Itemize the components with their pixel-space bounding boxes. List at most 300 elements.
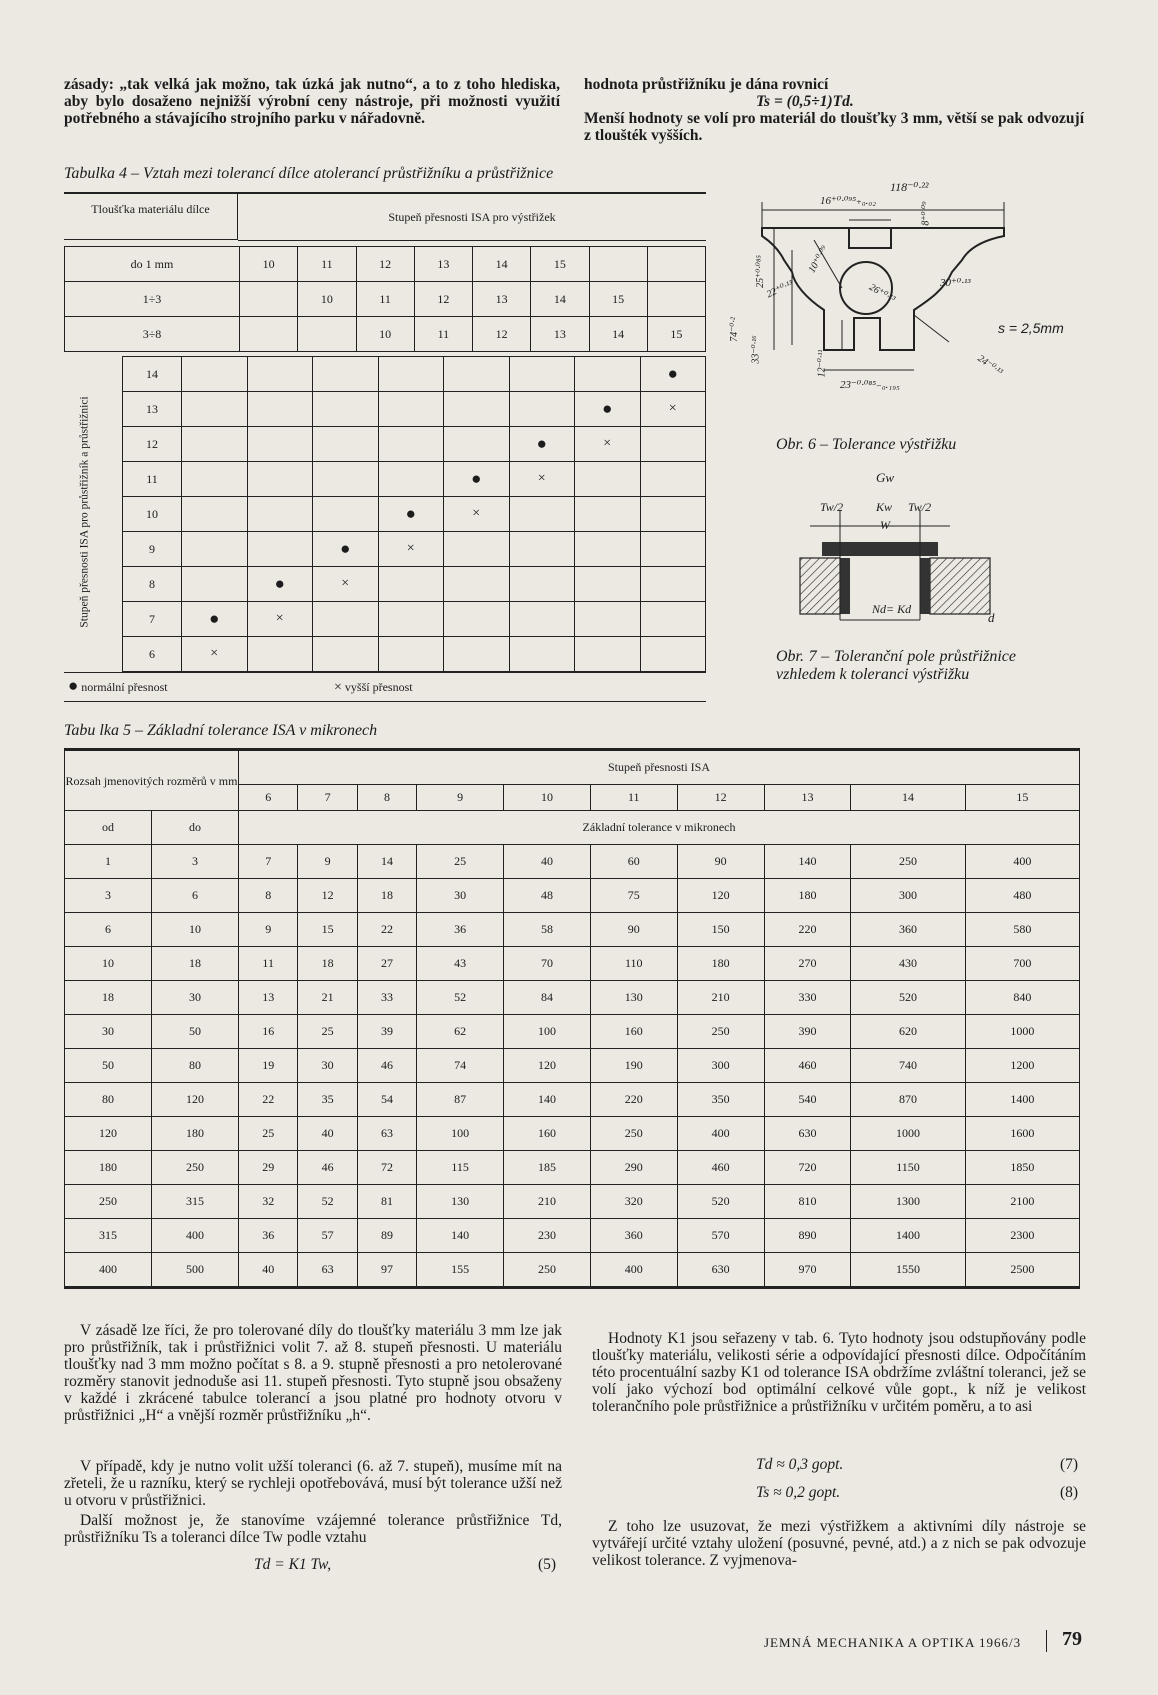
- table-cell: 10: [152, 913, 239, 947]
- cell: [647, 282, 705, 317]
- table-cell: 15: [298, 913, 357, 947]
- table-cell: 120: [152, 1083, 239, 1117]
- matrix-cell: [575, 427, 641, 462]
- table-row: [65, 1219, 1080, 1253]
- matrix-cell: [182, 462, 248, 497]
- matrix-cell: [575, 392, 641, 427]
- table-cell: 320: [590, 1185, 677, 1219]
- table-cell: 80: [152, 1049, 239, 1083]
- table-cell: 100: [504, 1015, 591, 1049]
- fig6-dim-24: 24⁻⁰·¹³: [975, 353, 1005, 378]
- table4-grade-row: [123, 357, 706, 392]
- table-cell: 62: [417, 1015, 504, 1049]
- fig7-label-w: W: [880, 518, 890, 532]
- matrix-cell: [509, 462, 575, 497]
- matrix-cell: [444, 357, 510, 392]
- table-cell: 300: [851, 879, 965, 913]
- table5-head-from: od: [65, 811, 152, 845]
- normal-precision-dot-icon: ●: [209, 609, 220, 628]
- table-cell: 970: [764, 1253, 851, 1287]
- table-cell: 1: [65, 845, 152, 879]
- table-cell: 630: [764, 1117, 851, 1151]
- cell: 11: [414, 317, 472, 352]
- table-cell: 50: [152, 1015, 239, 1049]
- table-cell: 810: [764, 1185, 851, 1219]
- table-cell: 7: [239, 845, 298, 879]
- table5-grade-header: 11: [590, 785, 677, 811]
- table-cell: 220: [590, 1083, 677, 1117]
- table-cell: 540: [764, 1083, 851, 1117]
- matrix-cell: [509, 602, 575, 637]
- table5-caption: Tabu lka 5 – Základní tolerance ISA v mikronech: [64, 722, 378, 739]
- fig7-caption: Obr. 7 – Toleranční pole průstřižnice vzhledem k toleranci výstřižku: [776, 648, 1016, 683]
- table-row: [65, 879, 1080, 913]
- table-row: [65, 947, 1080, 981]
- table-cell: 3: [65, 879, 152, 913]
- table-cell: 220: [764, 913, 851, 947]
- table-cell: 740: [851, 1049, 965, 1083]
- table-cell: 1850: [965, 1151, 1079, 1185]
- table-cell: 630: [677, 1253, 764, 1287]
- grade-label: 14: [123, 357, 182, 392]
- table-cell: 400: [965, 845, 1079, 879]
- normal-precision-dot-icon: ●: [274, 574, 285, 593]
- grade-label: 10: [123, 497, 182, 532]
- legend-normal: normální přesnost: [81, 680, 168, 694]
- table-cell: 250: [851, 845, 965, 879]
- table-cell: 30: [152, 981, 239, 1015]
- table-cell: 390: [764, 1015, 851, 1049]
- cell: [240, 317, 298, 352]
- higher-precision-x-icon: ×: [603, 436, 612, 451]
- table-cell: 210: [504, 1185, 591, 1219]
- matrix-cell: [247, 392, 313, 427]
- intro-right-line2: Menší hodnoty se volí pro materiál do tloušťky 3 mm, větší se pak odvozují z tloušték vyšších.: [584, 110, 1084, 144]
- fig6-dim-12: 12⁻⁰·¹¹: [816, 349, 828, 378]
- matrix-cell: [444, 462, 510, 497]
- table-cell: 570: [677, 1219, 764, 1253]
- normal-precision-dot-icon: ●: [536, 434, 547, 453]
- matrix-cell: [509, 357, 575, 392]
- matrix-cell: [378, 427, 444, 462]
- table-cell: 63: [298, 1253, 357, 1287]
- table5-grade-header: 9: [417, 785, 504, 811]
- table5-grid: [64, 750, 1080, 1287]
- cell: 12: [414, 282, 472, 317]
- table-cell: 72: [357, 1151, 416, 1185]
- cell: 13: [531, 317, 589, 352]
- matrix-cell: [182, 392, 248, 427]
- matrix-cell: [378, 462, 444, 497]
- matrix-cell: [313, 567, 379, 602]
- grade-label: 6: [123, 637, 182, 672]
- fig7-drawing: [780, 470, 1020, 630]
- table-cell: 63: [357, 1117, 416, 1151]
- fig6-part-outline: [754, 180, 1084, 420]
- matrix-cell: [182, 637, 248, 672]
- higher-precision-x-icon: ×: [668, 401, 677, 416]
- table4-side-label: Stupeň přesnosti ISA pro průstřižník a průstřižnici: [79, 396, 91, 628]
- cell: [298, 317, 356, 352]
- matrix-cell: [247, 357, 313, 392]
- table-cell: 250: [65, 1185, 152, 1219]
- table-cell: 130: [590, 981, 677, 1015]
- body-left-p1: V zásadě lze říci, že pro tolerované díly do tloušťky materiálu 3 mm lze jak pro průstřižník, tak i průstřižnici volit 7. až 8. stupeň přesnosti. U materiálu tloušťky nad 3 mm možno počítat s 8. a 9. stupně přesnosti a pro netolerované rozměry stanovit jednoduše asi 11. stupeň přesnosti. Tyto stupně jsou obsaženy v každé i zkrácené tabulce tolerancí a jsou platné pro hodnoty otvoru v průstřižnici „H“ a vnější rozměr průstřižníku „h“.: [64, 1322, 562, 1424]
- fig6-dim-118: 118⁻⁰·²²: [890, 180, 929, 194]
- matrix-cell: [378, 637, 444, 672]
- cell: 11: [298, 247, 356, 282]
- table-cell: 40: [504, 845, 591, 879]
- table5-head-values: Základní tolerance v mikronech: [239, 811, 1080, 845]
- table-cell: 1300: [851, 1185, 965, 1219]
- table-cell: 75: [590, 879, 677, 913]
- table5-head-range: Rozsah jmenovitých rozměrů v mm: [65, 751, 239, 811]
- cell: [589, 247, 647, 282]
- table-cell: 300: [677, 1049, 764, 1083]
- table-cell: 400: [65, 1253, 152, 1287]
- table-cell: 11: [239, 947, 298, 981]
- table-cell: 90: [677, 845, 764, 879]
- matrix-cell: [640, 392, 706, 427]
- table-cell: 1000: [851, 1117, 965, 1151]
- table-row: [65, 1151, 1080, 1185]
- higher-precision-x-icon: ×: [537, 471, 546, 486]
- fig6-dim-74: 74⁻⁰·²: [728, 317, 740, 342]
- row-label: do 1 mm: [65, 247, 240, 282]
- table-cell: 460: [677, 1151, 764, 1185]
- cell: 15: [589, 282, 647, 317]
- higher-precision-x-icon: ×: [341, 576, 350, 591]
- fig6-dim-22: 22⁺⁰·¹³: [764, 278, 795, 301]
- table-row: [65, 981, 1080, 1015]
- legend-dot-icon: ●: [68, 676, 79, 695]
- matrix-cell: [575, 637, 641, 672]
- table-cell: 52: [298, 1185, 357, 1219]
- matrix-cell: [640, 427, 706, 462]
- table-cell: 230: [504, 1219, 591, 1253]
- cell: 14: [473, 247, 531, 282]
- table-cell: 48: [504, 879, 591, 913]
- grade-label: 11: [123, 462, 182, 497]
- legend-higher: vyšší přesnost: [344, 680, 413, 694]
- table4-grade-row: [123, 497, 706, 532]
- equation-7: Td ≈ 0,3 gopt.: [756, 1456, 844, 1473]
- table-cell: 110: [590, 947, 677, 981]
- table-cell: 18: [357, 879, 416, 913]
- table-cell: 25: [417, 845, 504, 879]
- table-cell: 1000: [965, 1015, 1079, 1049]
- table-row: [65, 1049, 1080, 1083]
- matrix-cell: [182, 357, 248, 392]
- higher-precision-x-icon: ×: [210, 646, 219, 661]
- table-cell: 1550: [851, 1253, 965, 1287]
- table4-grade-row: [123, 427, 706, 462]
- matrix-cell: [575, 462, 641, 497]
- equation-5: Td = K1 Tw,: [254, 1556, 332, 1573]
- table-cell: 21: [298, 981, 357, 1015]
- page-number: 79: [1062, 1628, 1082, 1650]
- table4-grade-row: [123, 602, 706, 637]
- table-cell: 180: [677, 947, 764, 981]
- table5-grade-header: 14: [851, 785, 965, 811]
- table-cell: 30: [65, 1015, 152, 1049]
- table-cell: 36: [417, 913, 504, 947]
- table-cell: 480: [965, 879, 1079, 913]
- higher-precision-x-icon: ×: [275, 611, 284, 626]
- fig7-label-kw: Kw: [876, 500, 893, 514]
- table-cell: 25: [298, 1015, 357, 1049]
- fig7-label-nd: Nd= Kd: [872, 602, 912, 616]
- table-row: [65, 1117, 1080, 1151]
- table-cell: 400: [590, 1253, 677, 1287]
- equation-8-number: (8): [1060, 1484, 1079, 1501]
- table-cell: 1600: [965, 1117, 1079, 1151]
- grade-label: 7: [123, 602, 182, 637]
- table-row: [65, 1015, 1080, 1049]
- equation-7-number: (7): [1060, 1456, 1079, 1473]
- body-left-p2: V případě, kdy je nutno volit užší toleranci (6. až 7. stupeň), musíme mít na zřeteli, že u razníku, který se rychleji opotřebovává, musí být tolerance užší než u otvoru v průstřižnici.: [64, 1458, 562, 1509]
- matrix-cell: [640, 497, 706, 532]
- table-cell: 180: [152, 1117, 239, 1151]
- table-cell: 14: [357, 845, 416, 879]
- table-cell: 3: [152, 845, 239, 879]
- table-cell: 1150: [851, 1151, 965, 1185]
- table-cell: 115: [417, 1151, 504, 1185]
- matrix-cell: [182, 567, 248, 602]
- matrix-cell: [182, 427, 248, 462]
- grade-label: 8: [123, 567, 182, 602]
- table-cell: 18: [152, 947, 239, 981]
- matrix-cell: [509, 497, 575, 532]
- normal-precision-dot-icon: ●: [602, 399, 613, 418]
- table5-head-grade: Stupeň přesnosti ISA: [239, 751, 1080, 785]
- table-cell: 10: [65, 947, 152, 981]
- matrix-cell: [444, 532, 510, 567]
- table-cell: 620: [851, 1015, 965, 1049]
- row-label: 3÷8: [65, 317, 240, 352]
- fig6-thickness: s = 2,5mm: [998, 320, 1064, 336]
- matrix-cell: [182, 532, 248, 567]
- matrix-cell: [640, 602, 706, 637]
- fig7-label-tw2-right: Tw/2: [908, 500, 932, 514]
- table-cell: 720: [764, 1151, 851, 1185]
- matrix-cell: [378, 357, 444, 392]
- table-cell: 185: [504, 1151, 591, 1185]
- table-cell: 580: [965, 913, 1079, 947]
- table-cell: 6: [152, 879, 239, 913]
- matrix-cell: [313, 357, 379, 392]
- table4-side-label-wrap: [70, 362, 100, 662]
- legend-x-icon: ×: [334, 680, 342, 695]
- matrix-cell: [509, 427, 575, 462]
- grade-label: 9: [123, 532, 182, 567]
- table-cell: 120: [65, 1117, 152, 1151]
- row-label: 1÷3: [65, 282, 240, 317]
- higher-precision-x-icon: ×: [472, 506, 481, 521]
- matrix-cell: [182, 602, 248, 637]
- table-cell: 89: [357, 1219, 416, 1253]
- table-row: [65, 913, 1080, 947]
- table5: [64, 748, 1080, 1289]
- table-cell: 9: [239, 913, 298, 947]
- fig6-caption: Obr. 6 – Tolerance výstřižku: [776, 436, 957, 453]
- table-cell: 50: [65, 1049, 152, 1083]
- table-cell: 30: [417, 879, 504, 913]
- table-cell: 290: [590, 1151, 677, 1185]
- table-cell: 870: [851, 1083, 965, 1117]
- table4-grade-row: [123, 567, 706, 602]
- cell: 10: [240, 247, 298, 282]
- fig7-label-gw: Gw: [876, 470, 895, 485]
- cell: [647, 247, 705, 282]
- fig6-dim-25: 25⁺⁰·⁰⁸⁵: [754, 255, 766, 288]
- table-cell: 33: [357, 981, 416, 1015]
- matrix-cell: [247, 462, 313, 497]
- matrix-cell: [378, 567, 444, 602]
- footer-journal: JEMNÁ MECHANIKA A OPTIKA 1966/3: [764, 1635, 1022, 1650]
- intro-left-paragraph: zásady: „tak velká jak možno, tak úzká jak nutno“, a to z toho hlediska, aby bylo dosaženo nejnižší výrobní ceny nástroje, při možnosti využití potřebného a stávajícího strojního parku v nářadovně.: [64, 76, 560, 127]
- matrix-cell: [247, 427, 313, 462]
- table-cell: 140: [417, 1219, 504, 1253]
- table-cell: 270: [764, 947, 851, 981]
- table5-grade-header: 12: [677, 785, 764, 811]
- table-cell: 140: [504, 1083, 591, 1117]
- matrix-cell: [575, 497, 641, 532]
- cell: 14: [589, 317, 647, 352]
- table-cell: 58: [504, 913, 591, 947]
- table4-grade-row: [123, 532, 706, 567]
- matrix-cell: [247, 602, 313, 637]
- matrix-cell: [575, 602, 641, 637]
- table4-caption: Tabulka 4 – Vztah mezi tolerancí dílce atolerancí průstřižníku a průstřižnice: [64, 165, 554, 182]
- table4-grade-matrix: [122, 356, 706, 672]
- table4-grade-row: [123, 637, 706, 672]
- grade-label: 13: [123, 392, 182, 427]
- table-cell: 500: [152, 1253, 239, 1287]
- table-cell: 210: [677, 981, 764, 1015]
- legend-higher-wrap: [334, 673, 413, 702]
- cell: 10: [356, 317, 414, 352]
- matrix-cell: [640, 567, 706, 602]
- table-cell: 81: [357, 1185, 416, 1219]
- table-cell: 1400: [851, 1219, 965, 1253]
- table-cell: 18: [65, 981, 152, 1015]
- table-cell: 330: [764, 981, 851, 1015]
- fig6-dim-23: 23⁻⁰·⁰⁸⁵₋₀.₁₉₅: [840, 379, 900, 391]
- table-cell: 32: [239, 1185, 298, 1219]
- matrix-cell: [313, 637, 379, 672]
- matrix-cell: [313, 602, 379, 637]
- matrix-cell: [247, 532, 313, 567]
- matrix-cell: [640, 532, 706, 567]
- matrix-cell: [444, 567, 510, 602]
- fig7-label-d: d: [988, 610, 995, 625]
- table4-thickness-rows: [64, 246, 706, 352]
- table-cell: 430: [851, 947, 965, 981]
- table-cell: 250: [504, 1253, 591, 1287]
- table5-grade-header: 8: [357, 785, 416, 811]
- table-cell: 130: [417, 1185, 504, 1219]
- table-cell: 43: [417, 947, 504, 981]
- table-cell: 54: [357, 1083, 416, 1117]
- table-cell: 155: [417, 1253, 504, 1287]
- body-right-p1: Hodnoty K1 jsou seřazeny v tab. 6. Tyto hodnoty jsou odstupňovány podle tloušťky materiálu, velikosti série a odpovídající přesnosti dílce. Odpočítáním této procentuální sazby K1 od tolerance ISA obdržíme zvláštní toleranci, jež se volí jako výchozí bod optimální celkové vůle gopt., k níž je velikost tolerančního pole průstřižnice a průstřižníku v určitém poměru, a to asi: [592, 1330, 1086, 1415]
- table-cell: 700: [965, 947, 1079, 981]
- table-cell: 360: [590, 1219, 677, 1253]
- equation-5-number: (5): [538, 1556, 557, 1573]
- table-cell: 90: [590, 913, 677, 947]
- matrix-cell: [378, 392, 444, 427]
- cell: [240, 282, 298, 317]
- table-cell: 315: [152, 1185, 239, 1219]
- matrix-cell: [313, 497, 379, 532]
- table5-head-row-1: [65, 751, 1080, 785]
- table5-grade-header: 10: [504, 785, 591, 811]
- fig6-dim-10: 10⁺⁰·⁰⁹: [806, 244, 831, 275]
- table-cell: 16: [239, 1015, 298, 1049]
- matrix-cell: [313, 532, 379, 567]
- matrix-cell: [313, 392, 379, 427]
- table-cell: 6: [65, 913, 152, 947]
- table-cell: 25: [239, 1117, 298, 1151]
- table-cell: 46: [298, 1151, 357, 1185]
- table-cell: 80: [65, 1083, 152, 1117]
- table5-grade-header: 7: [298, 785, 357, 811]
- table4-head-thickness: Tloušťka materiálu dílce: [64, 194, 238, 240]
- matrix-cell: [509, 567, 575, 602]
- table-cell: 315: [65, 1219, 152, 1253]
- grade-label: 12: [123, 427, 182, 462]
- matrix-cell: [444, 602, 510, 637]
- table-cell: 400: [677, 1117, 764, 1151]
- table-cell: 190: [590, 1049, 677, 1083]
- matrix-cell: [444, 427, 510, 462]
- table-cell: 46: [357, 1049, 416, 1083]
- table-row: [65, 1253, 1080, 1287]
- table-cell: 30: [298, 1049, 357, 1083]
- cell: 13: [473, 282, 531, 317]
- table-cell: 180: [764, 879, 851, 913]
- table-cell: 18: [298, 947, 357, 981]
- table5-head-row-3: [65, 811, 1080, 845]
- table-cell: 840: [965, 981, 1079, 1015]
- matrix-cell: [640, 637, 706, 672]
- table4: [64, 192, 706, 702]
- table-row: [65, 845, 1080, 879]
- fig6-dim-30: 30⁺⁰·¹³: [940, 277, 971, 289]
- table-row: [65, 1083, 1080, 1117]
- matrix-cell: [509, 637, 575, 672]
- table-cell: 39: [357, 1015, 416, 1049]
- higher-precision-x-icon: ×: [406, 541, 415, 556]
- fig6-dim-33: 33⁻⁰·¹⁶: [750, 335, 762, 364]
- table5-grade-header: 6: [239, 785, 298, 811]
- table-cell: 13: [239, 981, 298, 1015]
- table-cell: 27: [357, 947, 416, 981]
- table4-grade-row: [123, 392, 706, 427]
- fig6-dim-8: 8⁺⁰·⁰⁹: [920, 201, 932, 226]
- table-row: [65, 1185, 1080, 1219]
- table4-head-grade: Stupeň přesnosti ISA pro výstřižek: [238, 194, 706, 241]
- intro-right-line1: hodnota průstřižníku je dána rovnicí: [584, 76, 829, 93]
- table-cell: 460: [764, 1049, 851, 1083]
- table5-grade-header: 13: [764, 785, 851, 811]
- table-cell: 140: [764, 845, 851, 879]
- table-cell: 1400: [965, 1083, 1079, 1117]
- table-cell: 29: [239, 1151, 298, 1185]
- table-cell: 70: [504, 947, 591, 981]
- table-cell: 520: [851, 981, 965, 1015]
